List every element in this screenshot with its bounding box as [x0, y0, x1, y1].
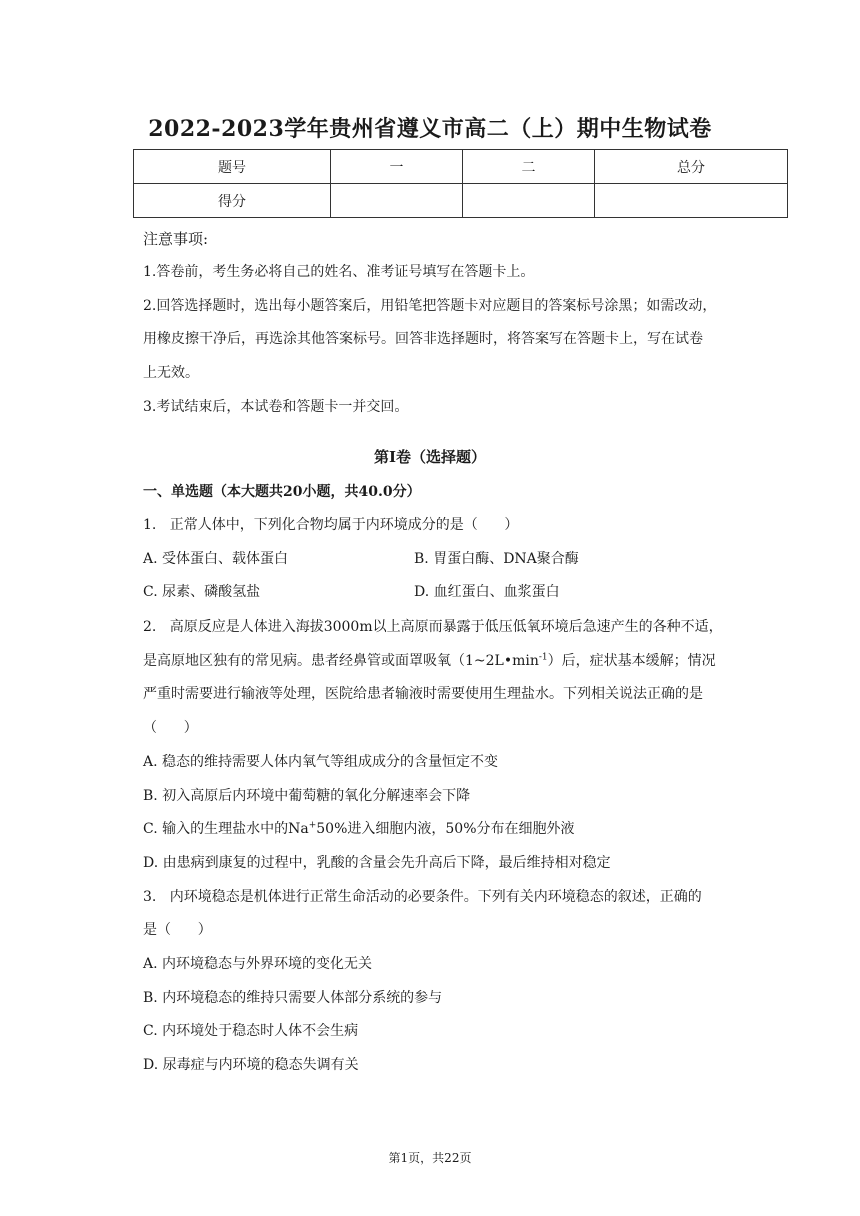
- question-stem-line: 严重时需要进行输液等处理，医院给患者输液时需要使用生理盐水。下列相关说法正确的是: [143, 686, 703, 702]
- option-b: B. 初入高原后内环境中葡萄糖的氧化分解速率会下降: [143, 788, 471, 804]
- question-stem: 2. 高原反应是人体进入海拔3000m以上高原而暴露于低压低氧环境后急速产生的各种不适，: [143, 619, 723, 635]
- option-b: B. 内环境稳态的维持只需要人体部分系统的参与: [143, 990, 443, 1006]
- page-footer: 第1页，共22页: [388, 1151, 472, 1165]
- option-a: A. 内环境稳态与外界环境的变化无关: [143, 956, 373, 972]
- option-text: C. 输入的生理盐水中的Na: [143, 821, 309, 837]
- option-d: D. 尿毒症与内环境的稳态失调有关: [143, 1057, 359, 1073]
- question-stem: 1. 正常人体中，下列化合物均属于内环境成分的是（ ）: [143, 517, 519, 533]
- option-d: D. 血红蛋白、血浆蛋白: [414, 584, 560, 600]
- notes-heading: 注意事项:: [143, 230, 209, 248]
- option-a: A. 稳态的维持需要人体内氧气等组成成分的含量恒定不变: [143, 754, 499, 770]
- superscript: +: [308, 820, 317, 831]
- option-b: B. 胃蛋白酶、DNA聚合酶: [414, 551, 579, 567]
- question-stem-line: （ ）: [143, 720, 198, 736]
- score-cell: [331, 184, 463, 218]
- option-c: C. 内环境处于稳态时人体不会生病: [143, 1023, 359, 1039]
- note-line: 1.答卷前，考生务必将自己的姓名、准考证号填写在答题卡上。: [143, 264, 535, 280]
- note-line: 用橡皮擦干净后，再选涂其他答案标号。回答非选择题时，将答案写在答题卡上，写在试卷: [143, 331, 703, 347]
- question-stem: 3. 内环境稳态是机体进行正常生命活动的必要条件。下列有关内环境稳态的叙述，正确的: [143, 889, 702, 905]
- score-table: [133, 149, 788, 218]
- note-line: 3.考试结束后，本试卷和答题卡一并交回。: [143, 399, 409, 415]
- stem-text: 是高原地区独有的常见病。患者经鼻管或面罩吸氧（1~2L•min: [143, 653, 539, 669]
- note-line: 上无效。: [143, 365, 199, 381]
- option-c: C. 尿素、磷酸氢盐: [143, 584, 261, 600]
- note-line: 2.回答选择题时，选出每小题答案后，用铅笔把答题卡对应题目的答案标号涂黑；如需改动，: [143, 298, 717, 314]
- score-table-header-row: [134, 150, 788, 184]
- superscript: -1: [538, 652, 548, 663]
- score-table-row: [134, 184, 788, 218]
- score-cell: [463, 184, 595, 218]
- score-header-cell: 一: [331, 150, 463, 184]
- section-subtitle: 一、单选题（本大题共20小题，共40.0分）: [143, 484, 421, 500]
- question-stem-line: 是（ ）: [143, 922, 212, 938]
- exam-title: 2022-2023学年贵州省遵义市高二（上）期中生物试卷: [148, 116, 712, 142]
- score-header-cell: 总分: [595, 150, 788, 184]
- option-a: A. 受体蛋白、载体蛋白: [143, 551, 289, 567]
- stem-text: ）后，症状基本缓解；情况: [547, 653, 716, 669]
- score-row-label: 得分: [134, 184, 331, 218]
- score-header-cell: 题号: [134, 150, 331, 184]
- score-header-cell: 二: [463, 150, 595, 184]
- option-c: [143, 818, 575, 838]
- option-d: D. 由患病到康复的过程中，乳酸的含量会先升高后下降，最后维持相对稳定: [143, 855, 611, 871]
- question-stem-line: [143, 650, 716, 670]
- section-title: 第I卷（选择题）: [373, 448, 487, 466]
- score-cell: [595, 184, 788, 218]
- option-text: 50%进入细胞内液，50%分布在细胞外液: [316, 821, 575, 837]
